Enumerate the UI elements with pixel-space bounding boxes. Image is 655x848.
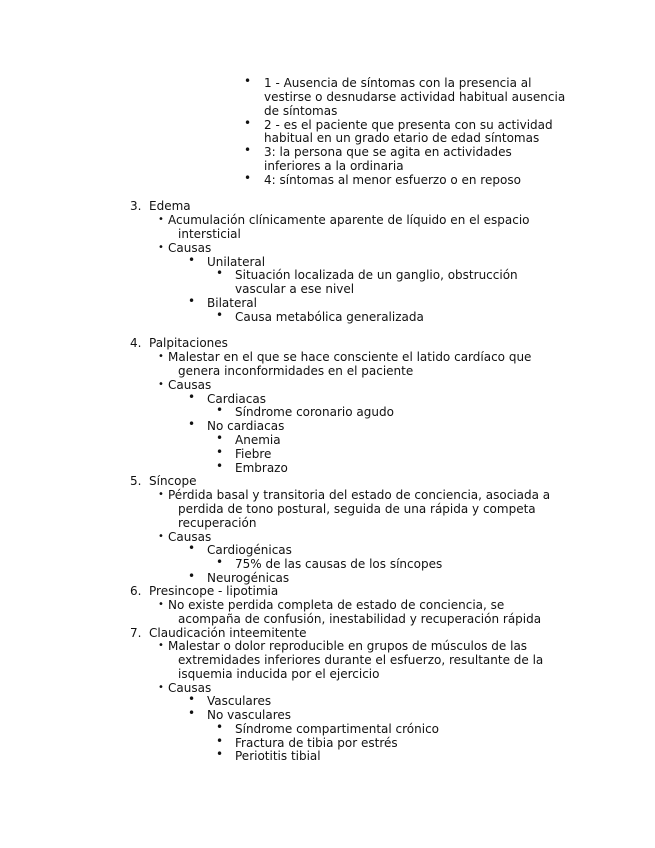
list-item: Causas xyxy=(168,530,212,544)
bullet: • xyxy=(188,390,196,404)
bullet: • xyxy=(158,640,164,651)
bullet: • xyxy=(244,171,252,185)
bullet: • xyxy=(158,242,164,253)
intro-line: 4: síntomas al menor esfuerzo o en reposo xyxy=(264,173,521,187)
list-item: Cardiacas xyxy=(207,392,266,406)
bullet: • xyxy=(244,143,252,157)
bullet: • xyxy=(188,569,196,583)
section-title-presincope: Presincope - lipotimia xyxy=(149,584,279,598)
section-number: 5. xyxy=(130,474,142,488)
bullet: • xyxy=(216,431,224,445)
list-item: extremidades inferiores durante el esfuerzo, resultante de la xyxy=(178,653,544,667)
list-item: Embrazo xyxy=(235,461,288,475)
bullet: • xyxy=(216,308,224,322)
list-item: Síndrome coronario agudo xyxy=(235,405,394,419)
list-item: Cardiogénicas xyxy=(207,543,292,557)
intro-line: habitual en un grado etario de edad síntomas xyxy=(264,131,540,145)
bullet: • xyxy=(188,294,196,308)
bullet: • xyxy=(216,734,224,748)
list-item: Anemia xyxy=(235,433,281,447)
list-item: Causas xyxy=(168,681,212,695)
list-item: No vasculares xyxy=(207,708,292,722)
list-item: Bilateral xyxy=(207,296,257,310)
bullet: • xyxy=(188,706,196,720)
list-item: genera inconformidades en el paciente xyxy=(178,364,414,378)
list-item: Unilateral xyxy=(207,255,266,269)
list-item: Fractura de tibia por estrés xyxy=(235,736,398,750)
section-title-claudicacion: Claudicación inteemitente xyxy=(149,626,307,640)
bullet: • xyxy=(158,531,164,542)
bullet: • xyxy=(216,445,224,459)
intro-line: vestirse o desnudarse actividad habitual ausencia xyxy=(264,90,566,104)
list-item: Malestar en el que se hace consciente el latido cardíaco que xyxy=(168,350,532,364)
bullet: • xyxy=(216,266,224,280)
list-item: Acumulación clínicamente aparente de líquido en el espacio xyxy=(168,213,530,227)
bullet: • xyxy=(158,214,164,225)
bullet: • xyxy=(188,417,196,431)
list-item: 75% de las causas de los síncopes xyxy=(235,557,443,571)
section-number: 6. xyxy=(130,584,142,598)
list-item: intersticial xyxy=(178,227,241,241)
bullet: • xyxy=(158,351,164,362)
list-item: Causa metabólica generalizada xyxy=(235,310,424,324)
list-item: Síndrome compartimental crónico xyxy=(235,722,440,736)
list-item: Vasculares xyxy=(207,694,272,708)
list-item: Situación localizada de un ganglio, obstrucción xyxy=(235,268,518,282)
bullet: • xyxy=(158,379,164,390)
section-title-palpitaciones: Palpitaciones xyxy=(149,336,228,350)
bullet: • xyxy=(216,555,224,569)
list-item: Causas xyxy=(168,241,212,255)
bullet: • xyxy=(158,489,164,500)
section-title-sincope: Síncope xyxy=(149,474,197,488)
list-item: Fiebre xyxy=(235,447,272,461)
list-item: vascular a ese nivel xyxy=(235,282,355,296)
bullet: • xyxy=(216,459,224,473)
list-item: acompaña de confusión, inestabilidad y recuperación rápida xyxy=(178,612,542,626)
bullet: • xyxy=(216,403,224,417)
list-item: Pérdida basal y transitoria del estado de conciencia, asociada a xyxy=(168,488,551,502)
list-item: Causas xyxy=(168,378,212,392)
list-item: Neurogénicas xyxy=(207,571,290,585)
bullet: • xyxy=(188,692,196,706)
section-number: 4. xyxy=(130,336,142,350)
bullet: • xyxy=(244,116,252,130)
intro-line: 2 - es el paciente que presenta con su actividad xyxy=(264,118,553,132)
intro-line: de síntomas xyxy=(264,104,338,118)
bullet: • xyxy=(188,253,196,267)
list-item: Malestar o dolor reproducible en grupos de músculos de las xyxy=(168,639,528,653)
list-item: perdida de tono postural, seguida de una rápida y competa xyxy=(178,502,536,516)
section-number: 7. xyxy=(130,626,142,640)
bullet: • xyxy=(158,599,164,610)
bullet: • xyxy=(188,541,196,555)
list-item: isquemia inducida por el ejercicio xyxy=(178,667,380,681)
intro-line: 1 - Ausencia de síntomas con la presencia al xyxy=(264,76,532,90)
bullet: • xyxy=(216,747,224,761)
section-number: 3. xyxy=(130,199,142,213)
intro-line: inferiores a la ordinaria xyxy=(264,159,404,173)
list-item: No existe perdida completa de estado de conciencia, se xyxy=(168,598,505,612)
bullet: • xyxy=(244,74,252,88)
intro-line: 3: la persona que se agita en actividades xyxy=(264,145,512,159)
bullet: • xyxy=(158,682,164,693)
bullet: • xyxy=(216,720,224,734)
section-title-edema: Edema xyxy=(149,199,191,213)
list-item: recuperación xyxy=(178,516,257,530)
list-item: Periotitis tibial xyxy=(235,749,321,763)
list-item: No cardiacas xyxy=(207,419,285,433)
